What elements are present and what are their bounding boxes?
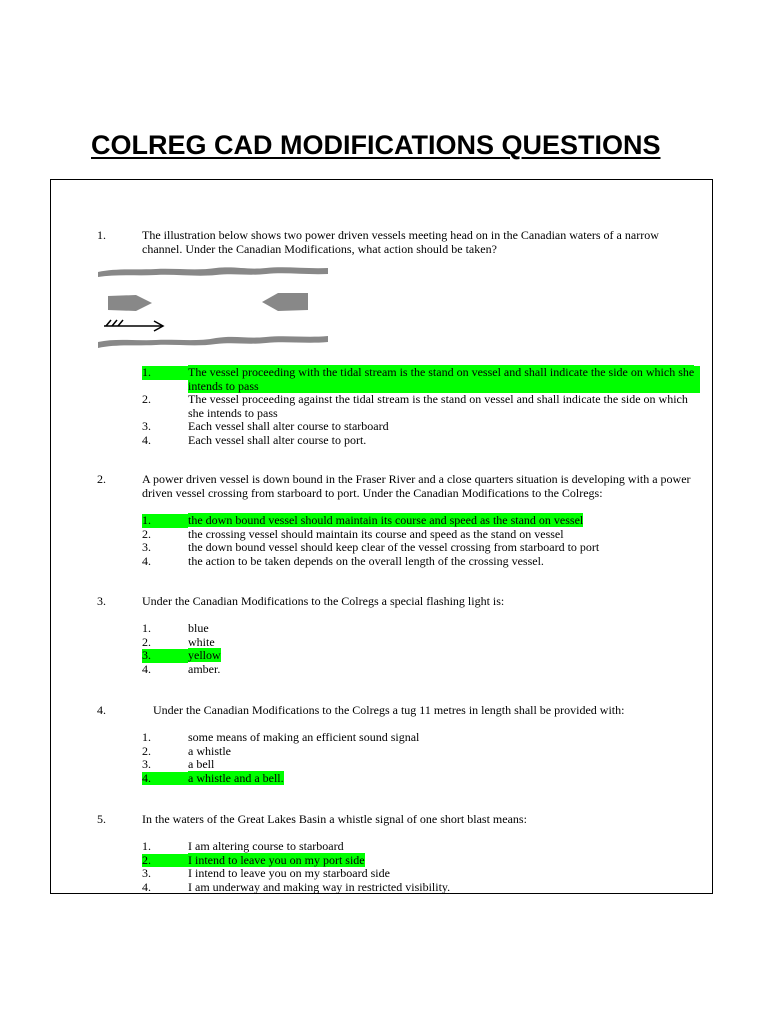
option-number: 3.: [142, 419, 151, 434]
option-4: [51, 434, 712, 448]
option-text: white: [188, 634, 215, 649]
question-number: 1.: [97, 228, 106, 242]
question-number: 4.: [97, 703, 106, 717]
question-text: A power driven vessel is down bound in the Fraser River and a close quarters situation is developing with a power driven vessel crossing from starboard to port. Under the Canadian Modifications to the Colregs:: [142, 472, 691, 500]
question-3-options: [51, 622, 712, 676]
option-number: 1.: [142, 839, 151, 853]
option-text: blue: [188, 621, 209, 635]
option-text: some means of making an efficient sound signal: [188, 730, 420, 744]
question-5-options: [51, 840, 712, 894]
question-4-options: [51, 731, 712, 785]
option-number: 3.: [142, 540, 151, 555]
question-number: 5.: [97, 812, 106, 826]
option-3: [51, 867, 712, 881]
option-text: Each vessel shall alter course to port.: [188, 432, 367, 447]
option-number: 2.: [142, 526, 151, 541]
vessel-left: [108, 295, 152, 311]
option-number: 1.: [142, 514, 188, 528]
question-text: Under the Canadian Modifications to the Colregs a special flashing light is:: [142, 594, 505, 608]
option-1-correct: [51, 366, 712, 393]
option-text: The vessel proceeding against the tidal stream is the stand on vessel and shall indicate the side on which she intends to pass: [188, 392, 688, 420]
option-1: [51, 622, 712, 636]
question-text: In the waters of the Great Lakes Basin a whistle signal of one short blast means:: [142, 812, 527, 826]
channel-bank-top: [98, 267, 328, 277]
option-4: [51, 663, 712, 677]
option-number: 2.: [142, 634, 151, 649]
option-3: [51, 541, 712, 555]
option-text: a bell: [188, 757, 215, 772]
question-1-options: [51, 366, 712, 448]
option-number: 4.: [142, 661, 151, 676]
option-number: 1.: [142, 621, 151, 635]
option-text: a whistle and a bell.: [188, 770, 284, 785]
option-3: [51, 758, 712, 772]
question-number: 2.: [97, 472, 106, 486]
option-4-correct: [51, 772, 712, 786]
option-1-correct: [51, 514, 712, 528]
option-2: [51, 393, 712, 420]
option-3: [51, 420, 712, 434]
option-text: I intend to leave you on my starboard side: [188, 866, 390, 881]
option-1: [51, 731, 712, 745]
option-text: I am altering course to starboard: [188, 839, 344, 853]
option-number: 3.: [142, 649, 188, 663]
option-number: 1.: [142, 366, 188, 380]
option-text: the down bound vessel should keep clear of the vessel crossing from starboard to port: [188, 540, 600, 555]
option-4: [51, 555, 712, 569]
question-text: The illustration below shows two power driven vessels meeting head on in the Canadian waters of a narrow channel. Under the Canadian Modifications, what action should be taken?: [142, 228, 659, 256]
page-title: COLREG CAD MODIFICATIONS QUESTIONS: [91, 130, 661, 160]
option-number: 1.: [142, 730, 151, 744]
question-2-options: [51, 514, 712, 568]
option-text: the action to be taken depends on the overall length of the crossing vessel.: [188, 553, 544, 568]
option-number: 4.: [142, 879, 151, 894]
option-number: 3.: [142, 757, 151, 772]
option-number: 2.: [142, 743, 151, 758]
option-text: I intend to leave you on my port side: [188, 852, 365, 867]
option-number: 2.: [142, 854, 188, 868]
option-number: 4.: [142, 772, 188, 786]
option-text: Each vessel shall alter course to starboard: [188, 419, 389, 434]
option-2-correct: [51, 854, 712, 868]
question-text: Under the Canadian Modifications to the Colregs a tug 11 metres in length shall be provided with:: [153, 703, 625, 717]
option-text: I am underway and making way in restricted visibility.: [188, 879, 451, 894]
option-1: [51, 840, 712, 854]
channel-bank-bottom: [98, 336, 328, 348]
vessel-right: [262, 293, 308, 311]
option-number: 4.: [142, 432, 151, 447]
option-text: the down bound vessel should maintain its course and speed as the stand on vessel: [188, 513, 584, 527]
option-3-correct: [51, 649, 712, 663]
option-number: 4.: [142, 553, 151, 568]
option-text: the crossing vessel should maintain its course and speed as the stand on vessel: [188, 526, 564, 541]
option-number: 2.: [142, 392, 151, 407]
option-4: [51, 881, 712, 895]
option-2: [51, 528, 712, 542]
questions-box: [50, 179, 713, 894]
question-number: 3.: [97, 594, 106, 608]
option-2: [51, 636, 712, 650]
tidal-stream-arrow: [104, 320, 163, 331]
option-text: yellow: [188, 648, 221, 663]
option-2: [51, 745, 712, 759]
option-text: amber.: [188, 661, 221, 676]
option-text: a whistle: [188, 743, 231, 758]
narrow-channel-diagram: [96, 262, 336, 352]
option-number: 3.: [142, 866, 151, 881]
option-text: The vessel proceeding with the tidal stream is the stand on vessel and shall indicate the side on which she intends to pass: [188, 366, 700, 393]
